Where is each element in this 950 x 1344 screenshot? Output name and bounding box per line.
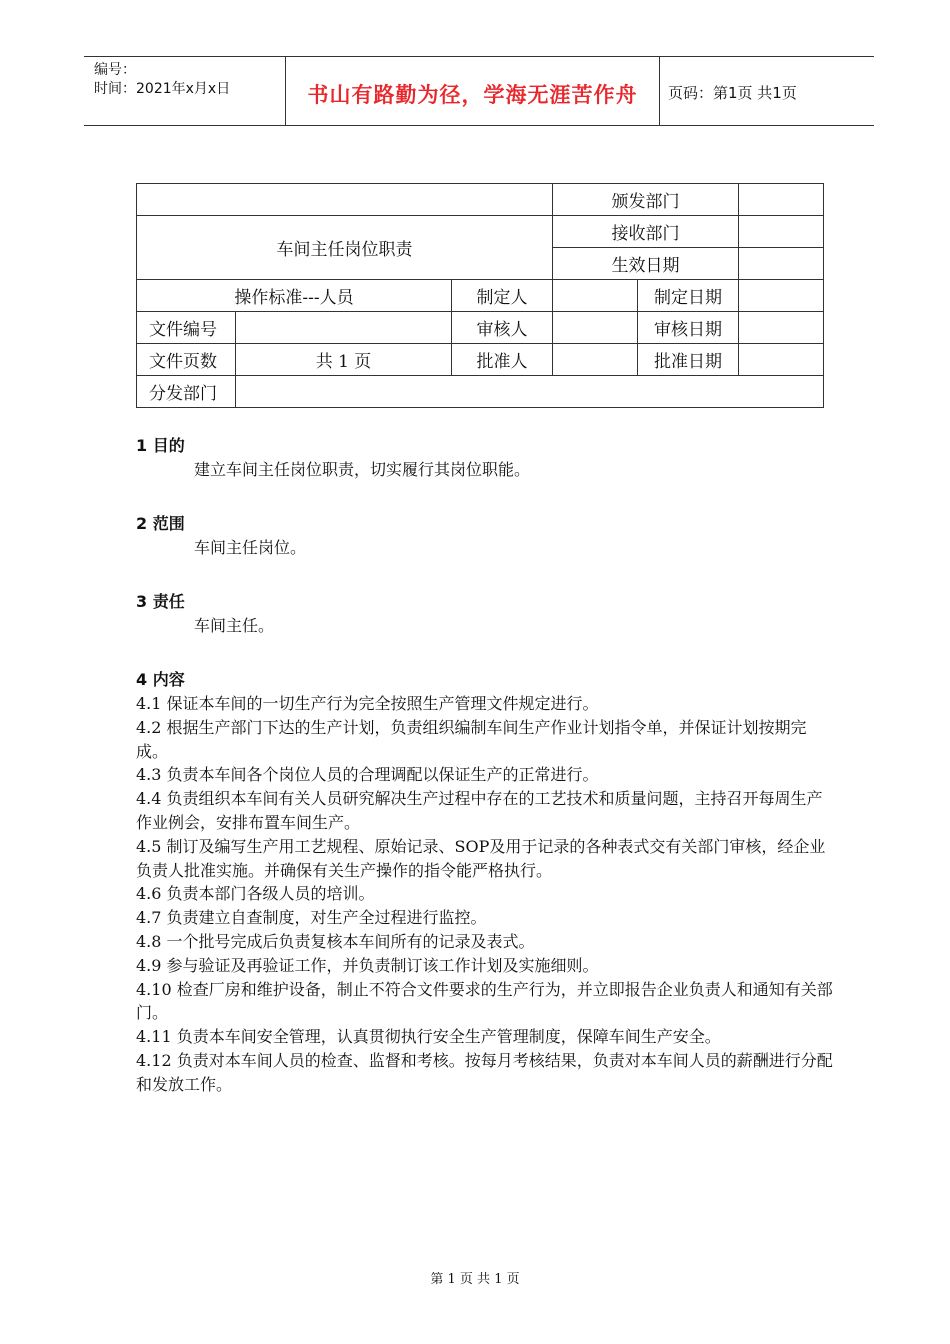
section-title: 1 目的 (136, 436, 185, 455)
approve-date-value (739, 344, 824, 376)
table-blank-cell (137, 184, 553, 216)
section-text: 车间主任岗位。 (194, 538, 307, 557)
list-item: 4.5 制订及编写生产用工艺规程、原始记录、SOP及用于记录的各种表式交有关部门审核，经企业负责人批准实施。并确保有关生产操作的指令能严格执行。 (136, 836, 826, 880)
distribution-label: 分发部门 (137, 376, 236, 408)
header-divider (659, 57, 660, 125)
header-meta (94, 61, 230, 99)
list-item: 4.2 根据生产部门下达的生产计划，负责组织编制车间生产作业计划指令单，并保证计划按期完成。 (136, 717, 807, 761)
receiving-dept-label: 接收部门 (553, 216, 739, 248)
list-item: 4.12 负责对本车间人员的检查、监督和考核。按每月考核结果，负责对本车间人员的薪酬进行分配和发放工作。 (136, 1050, 833, 1094)
issuing-dept-value (739, 184, 824, 216)
section-text: 建立车间主任岗位职责，切实履行其岗位职能。 (194, 460, 531, 479)
section-purpose (136, 434, 836, 482)
reviewer-label: 审核人 (452, 312, 553, 344)
receiving-dept-value (739, 216, 824, 248)
approve-date-label: 批准日期 (638, 344, 739, 376)
number-label: 编号： (94, 62, 136, 78)
section-text: 车间主任。 (194, 616, 275, 635)
list-item: 4.6 负责本部门各级人员的培训。 (136, 884, 375, 904)
section-responsibility (136, 590, 836, 638)
header-motto: 书山有路勤为径，学海无涯苦作舟 (307, 83, 638, 107)
list-item: 4.1 保证本车间的一切生产行为完全按照生产管理文件规定进行。 (136, 694, 599, 713)
list-item: 4.3 负责本车间各个岗位人员的合理调配以保证生产的正常进行。 (136, 765, 599, 785)
file-no-label: 文件编号 (137, 312, 236, 344)
distribution-value (236, 376, 824, 408)
page-footer: 第 1 页 共 1 页 (430, 1272, 520, 1287)
issuing-dept-label: 颁发部门 (553, 184, 739, 216)
document-info-table (136, 183, 824, 408)
document-title: 车间主任岗位职责 (137, 216, 553, 280)
file-pages-label: 文件页数 (137, 344, 236, 376)
effective-date-label: 生效日期 (553, 248, 739, 280)
list-item: 4.11 负责本车间安全管理，认真贯彻执行安全生产管理制度，保障车间生产安全。 (136, 1027, 721, 1047)
file-no-value (236, 312, 452, 344)
approver-value (553, 344, 638, 376)
drafter-label: 制定人 (452, 280, 553, 312)
review-date-label: 审核日期 (638, 312, 739, 344)
header-page-info: 页码：第1页 共1页 (668, 84, 797, 102)
standard-label: 操作标准---人员 (137, 280, 452, 312)
effective-date-value (739, 248, 824, 280)
list-item: 4.8 一个批号完成后负责复核本车间所有的记录及表式。 (136, 931, 535, 951)
section-title: 2 范围 (136, 514, 185, 533)
list-item: 4.10 检查厂房和维护设备，制止不符合文件要求的生产行为，并立即报告企业负责人和通知有关部门。 (136, 979, 833, 1023)
section-content (136, 668, 836, 1097)
list-item: 4.4 负责组织本车间有关人员研究解决生产过程中存在的工艺技术和质量问题，主持召开每周生产作业例会，安排布置车间生产。 (136, 789, 823, 832)
document-body (136, 434, 836, 1097)
draft-date-value (739, 280, 824, 312)
reviewer-value (553, 312, 638, 344)
drafter-value (553, 280, 638, 312)
section-scope (136, 512, 836, 560)
file-pages-value: 共 1 页 (236, 344, 452, 376)
time-label: 时间：2021年x月x日 (94, 81, 231, 97)
review-date-value (739, 312, 824, 344)
list-item: 4.7 负责建立自查制度，对生产全过程进行监控。 (136, 908, 487, 928)
approver-label: 批准人 (452, 344, 553, 376)
section-title: 3 责任 (136, 592, 185, 611)
section-title: 4 内容 (136, 670, 185, 689)
list-item: 4.9 参与验证及再验证工作，并负责制订该工作计划及实施细则。 (136, 955, 599, 975)
draft-date-label: 制定日期 (638, 280, 739, 312)
page-header (84, 56, 874, 126)
